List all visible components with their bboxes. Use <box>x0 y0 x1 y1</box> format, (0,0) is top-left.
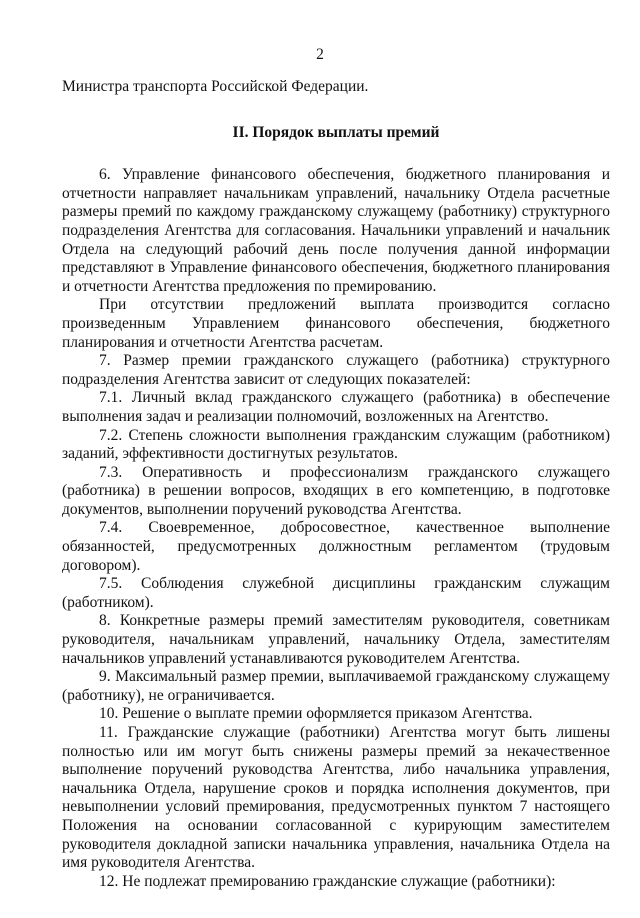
paragraph-7-4: 7.4. Своевременное, добросовестное, качественное выполнение обязанностей, предусмотренных должностным регламентом (трудовым договором). <box>62 519 610 574</box>
paragraph-9: 9. Максимальный размер премии, выплачиваемой гражданскому служащему (работнику), не ограничивается. <box>62 668 610 704</box>
paragraph-6: 6. Управление финансового обеспечения, бюджетного планирования и отчетности направляет начальникам управлений, начальнику Отдела расчетные размеры премий по каждому гражданскому служащему (работнику) структурного подразделения Агентства для согласования. Начальники управлений и начальник Отдела на следующий рабочий день после получения данной информации представляют в Управление финансового обеспечения, бюджетного планирования и отчетности Агентства предложения по премированию. <box>62 166 610 295</box>
paragraph-7-1: 7.1. Личный вклад гражданского служащего (работника) в обеспечение выполнения задач и реализации полномочий, возложенных на Агентство. <box>62 389 610 425</box>
page-number: 2 <box>316 46 324 63</box>
document-body <box>62 78 610 891</box>
paragraph-7-5: 7.5. Соблюдения служебной дисциплины гражданским служащим (работником). <box>62 575 610 611</box>
paragraph-12: 12. Не подлежат премированию гражданские служащие (работники): <box>99 872 556 890</box>
paragraph-11: 11. Гражданские служащие (работники) Агентства могут быть лишены полностью или им могут быть снижены размеры премий за некачественное выполнение поручений руководства Агентства, либо начальника управления, начальника Отдела, нарушение сроков и порядка исполнения документов, при невыполнении условий премирования, предусмотренных пунктом 7 настоящего Положения на основании согласованной с курирующим заместителем руководителя докладной записки начальника управления, начальника Отдела на имя руководителя Агентства. <box>62 724 610 872</box>
intro-line: Министра транспорта Российской Федерации. <box>62 78 369 95</box>
paragraph-7: 7. Размер премии гражданского служащего (работника) структурного подразделения Агентства зависит от следующих показателей: <box>62 352 610 388</box>
paragraph-8: 8. Конкретные размеры премий заместителям руководителя, советникам руководителя, начальникам управлений, начальнику Отдела, заместителям начальников управлений устанавливаются руководителем Агентства. <box>62 612 610 667</box>
paragraph-7-2: 7.2. Степень сложности выполнения гражданским служащим (работником) заданий, эффективности достигнутых результатов. <box>62 426 610 463</box>
paragraph-7-3: 7.3. Оперативность и профессионализм гражданского служащего (работника) в решении вопросов, входящих в его компетенцию, в подготовке документов, выполнении поручений руководства Агентства. <box>62 463 610 518</box>
paragraph-10: 10. Решение о выплате премии оформляется приказом Агентства. <box>99 705 533 723</box>
paragraph-6-cont: При отсутствии предложений выплата производится согласно произведенным Управлением финансового обеспечения, бюджетного планирования и отчетности Агентства расчетам. <box>62 296 610 351</box>
section-heading: II. Порядок выплаты премий <box>232 123 440 141</box>
